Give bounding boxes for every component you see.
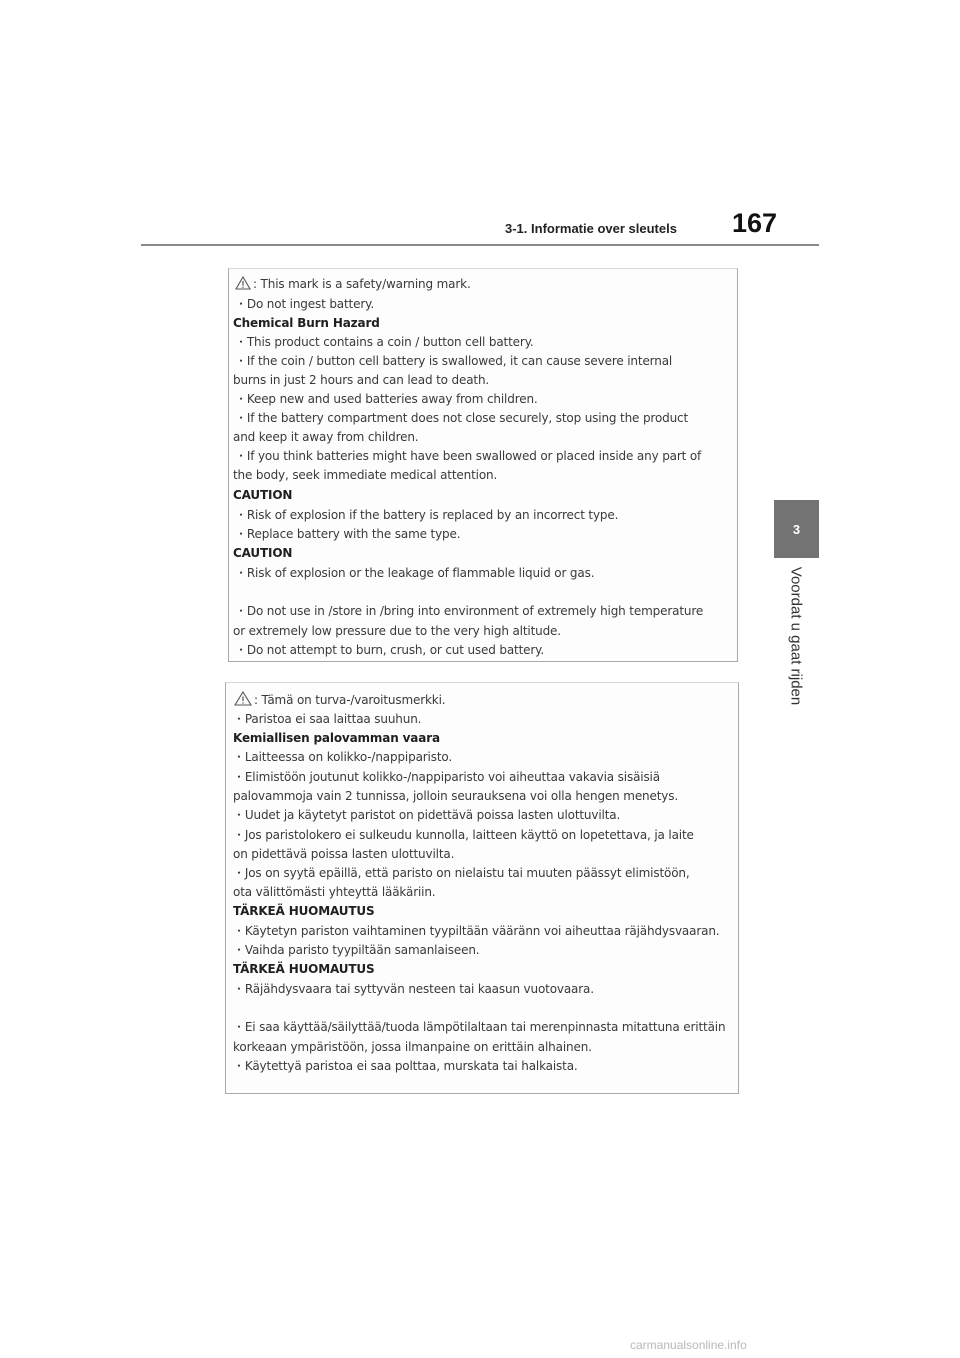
warning-line: ・Käytettyä paristoa ei saa polttaa, murskata tai halkaista. [233,1059,578,1073]
warning-heading: TÄRKEÄ HUOMAUTUS [233,962,375,976]
warning-line: ・Vaihda paristo tyypiltään samanlaiseen. [233,943,480,957]
chapter-tab: 3 [774,500,819,558]
footer-watermark: carmanualsonline.info [630,1338,747,1352]
warning-heading: CAUTION [233,488,293,502]
warning-line: ota välittömästi yhteyttä lääkäriin. [233,885,436,899]
warning-line: ・If you think batteries might have been swallowed or placed inside any part of [235,449,702,463]
warning-line [235,276,471,294]
warning-heading: CAUTION [233,546,293,560]
warning-line-text: : This mark is a safety/warning mark. [253,277,471,291]
chapter-title: Voordat u gaat rijden [787,566,805,706]
warning-line: ・Jos paristolokero ei sulkeudu kunnolla, laitteen käyttö on lopetettava, ja laite [233,828,694,842]
warning-heading: Chemical Burn Hazard [233,316,380,330]
warning-line: ・Keep new and used batteries away from children. [235,392,538,406]
warning-line-text: : Tämä on turva-/varoitusmerkki. [254,693,446,707]
warning-line [234,691,445,710]
warning-line: or extremely low pressure due to the very high altitude. [233,624,561,638]
warning-line: ・Paristoa ei saa laittaa suuhun. [233,712,422,726]
warning-line: ・Elimistöön joutunut kolikko-/nappiparisto voi aiheuttaa vakavia sisäisiä [233,770,660,784]
english-warning-box [228,268,738,662]
warning-line: ・If the coin / button cell battery is swallowed, it can cause severe internal [235,354,673,368]
warning-line: ・Do not ingest battery. [235,297,375,311]
warning-line: the body, seek immediate medical attention. [233,468,498,482]
warning-line: and keep it away from children. [233,430,419,444]
warning-line: ・Laitteessa on kolikko-/nappiparisto. [233,750,453,764]
warning-line: ・Ei saa käyttää/säilyttää/tuoda lämpötilaltaan tai merenpinnasta mitattuna erittäin [233,1020,726,1034]
finnish-warning-box [225,682,739,1094]
page-number: 167 [732,208,778,238]
warning-line: ・This product contains a coin / button cell battery. [235,335,534,349]
warning-line: burns in just 2 hours and can lead to death. [233,373,490,387]
section-header: 3-1. Informatie over sleutels [505,221,677,236]
warning-line: ・Risk of explosion or the leakage of flammable liquid or gas. [235,566,595,580]
warning-heading: Kemiallisen palovamman vaara [233,731,440,745]
warning-triangle-icon [235,276,251,294]
warning-line: ・Do not use in /store in /bring into environment of extremely high temperature [235,604,704,618]
warning-line: ・Do not attempt to burn, crush, or cut used battery. [235,643,545,657]
warning-heading: TÄRKEÄ HUOMAUTUS [233,904,375,918]
warning-line: palovammoja vain 2 tunnissa, jolloin seurauksena voi olla hengen menetys. [233,789,679,803]
header-rule [141,244,819,246]
warning-line: korkeaan ympäristöön, jossa ilmanpaine on erittäin alhainen. [233,1040,592,1054]
warning-line: ・Räjähdysvaara tai syttyvän nesteen tai kaasun vuotovaara. [233,982,594,996]
warning-triangle-icon [234,691,252,710]
warning-line: ・Replace battery with the same type. [235,527,461,541]
warning-line: ・Uudet ja käytetyt paristot on pidettävä poissa lasten ulottuvilta. [233,808,621,822]
warning-line: ・If the battery compartment does not close securely, stop using the product [235,411,689,425]
warning-line: ・Jos on syytä epäillä, että paristo on nielaistu tai muuten päässyt elimistöön, [233,866,690,880]
warning-line: ・Käytetyn pariston vaihtaminen tyypiltään vääränn voi aiheuttaa räjähdysvaaran. [233,924,720,938]
warning-line: ・Risk of explosion if the battery is replaced by an incorrect type. [235,508,619,522]
warning-line: on pidettävä poissa lasten ulottuvilta. [233,847,455,861]
